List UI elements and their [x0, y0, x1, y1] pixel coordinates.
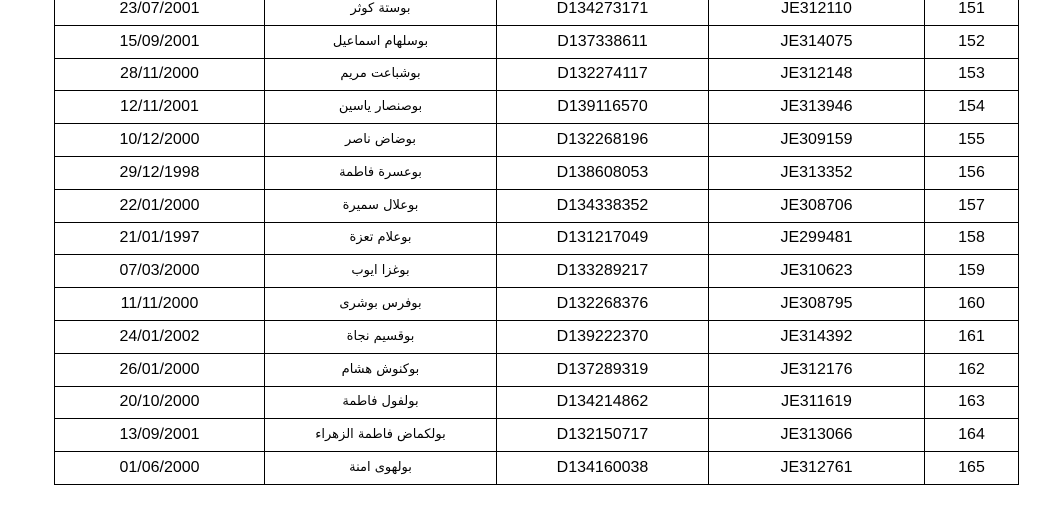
d-code-cell: D134214862	[497, 386, 709, 419]
je-code-cell: JE312176	[709, 353, 925, 386]
table-row	[55, 0, 1019, 25]
row-number-cell: 151	[925, 0, 1019, 25]
table-row	[55, 353, 1019, 386]
row-number-cell: 153	[925, 58, 1019, 91]
d-code-cell: D139116570	[497, 91, 709, 124]
full-name-cell: بوعلال سميرة	[265, 189, 497, 222]
table-row	[55, 222, 1019, 255]
full-name-cell: بولكماض فاطمة الزهراء	[265, 419, 497, 452]
d-code-cell: D134160038	[497, 452, 709, 485]
birth-date-cell: 22/01/2000	[55, 189, 265, 222]
row-number-cell: 156	[925, 156, 1019, 189]
birth-date-cell: 11/11/2000	[55, 288, 265, 321]
birth-date-cell: 21/01/1997	[55, 222, 265, 255]
d-code-cell: D137289319	[497, 353, 709, 386]
je-code-cell: JE314392	[709, 320, 925, 353]
table-row	[55, 288, 1019, 321]
table-row	[55, 189, 1019, 222]
full-name-cell: بوسلهام اسماعيل	[265, 25, 497, 58]
je-code-cell: JE312761	[709, 452, 925, 485]
d-code-cell: D139222370	[497, 320, 709, 353]
table-row	[55, 320, 1019, 353]
row-number-cell: 155	[925, 124, 1019, 157]
birth-date-cell: 29/12/1998	[55, 156, 265, 189]
d-code-cell: D134273171	[497, 0, 709, 25]
birth-date-cell: 28/11/2000	[55, 58, 265, 91]
je-code-cell: JE308706	[709, 189, 925, 222]
je-code-cell: JE312148	[709, 58, 925, 91]
birth-date-cell: 15/09/2001	[55, 25, 265, 58]
je-code-cell: JE308795	[709, 288, 925, 321]
row-number-cell: 160	[925, 288, 1019, 321]
row-number-cell: 158	[925, 222, 1019, 255]
row-number-cell: 152	[925, 25, 1019, 58]
row-number-cell: 159	[925, 255, 1019, 288]
full-name-cell: بولفول فاطمة	[265, 386, 497, 419]
records-table-container	[54, 0, 1018, 485]
full-name-cell: بوغزا ايوب	[265, 255, 497, 288]
row-number-cell: 154	[925, 91, 1019, 124]
records-table	[54, 0, 1019, 485]
table-row	[55, 91, 1019, 124]
row-number-cell: 157	[925, 189, 1019, 222]
je-code-cell: JE313352	[709, 156, 925, 189]
full-name-cell: بولهوى امنة	[265, 452, 497, 485]
table-row	[55, 58, 1019, 91]
row-number-cell: 165	[925, 452, 1019, 485]
d-code-cell: D138608053	[497, 156, 709, 189]
full-name-cell: بوكنوش هشام	[265, 353, 497, 386]
full-name-cell: بوفرس بوشرى	[265, 288, 497, 321]
row-number-cell: 162	[925, 353, 1019, 386]
je-code-cell: JE299481	[709, 222, 925, 255]
full-name-cell: بوصنصار ياسين	[265, 91, 497, 124]
birth-date-cell: 01/06/2000	[55, 452, 265, 485]
table-row	[55, 156, 1019, 189]
full-name-cell: بوشباعت مريم	[265, 58, 497, 91]
row-number-cell: 161	[925, 320, 1019, 353]
d-code-cell: D133289217	[497, 255, 709, 288]
d-code-cell: D137338611	[497, 25, 709, 58]
d-code-cell: D131217049	[497, 222, 709, 255]
birth-date-cell: 23/07/2001	[55, 0, 265, 25]
row-number-cell: 163	[925, 386, 1019, 419]
je-code-cell: JE313066	[709, 419, 925, 452]
row-number-cell: 164	[925, 419, 1019, 452]
d-code-cell: D134338352	[497, 189, 709, 222]
je-code-cell: JE312110	[709, 0, 925, 25]
records-table-body	[55, 0, 1019, 484]
birth-date-cell: 26/01/2000	[55, 353, 265, 386]
full-name-cell: بوضاض ناصر	[265, 124, 497, 157]
je-code-cell: JE313946	[709, 91, 925, 124]
birth-date-cell: 12/11/2001	[55, 91, 265, 124]
je-code-cell: JE311619	[709, 386, 925, 419]
table-row	[55, 452, 1019, 485]
table-row	[55, 124, 1019, 157]
table-row	[55, 386, 1019, 419]
d-code-cell: D132268376	[497, 288, 709, 321]
full-name-cell: بوستة كوثر	[265, 0, 497, 25]
table-row	[55, 255, 1019, 288]
birth-date-cell: 13/09/2001	[55, 419, 265, 452]
birth-date-cell: 07/03/2000	[55, 255, 265, 288]
je-code-cell: JE314075	[709, 25, 925, 58]
birth-date-cell: 20/10/2000	[55, 386, 265, 419]
je-code-cell: JE309159	[709, 124, 925, 157]
full-name-cell: بوعسرة فاطمة	[265, 156, 497, 189]
birth-date-cell: 24/01/2002	[55, 320, 265, 353]
je-code-cell: JE310623	[709, 255, 925, 288]
table-row	[55, 419, 1019, 452]
table-row	[55, 25, 1019, 58]
full-name-cell: بوقسيم نجاة	[265, 320, 497, 353]
full-name-cell: بوعلام تعزة	[265, 222, 497, 255]
d-code-cell: D132268196	[497, 124, 709, 157]
d-code-cell: D132150717	[497, 419, 709, 452]
birth-date-cell: 10/12/2000	[55, 124, 265, 157]
d-code-cell: D132274117	[497, 58, 709, 91]
